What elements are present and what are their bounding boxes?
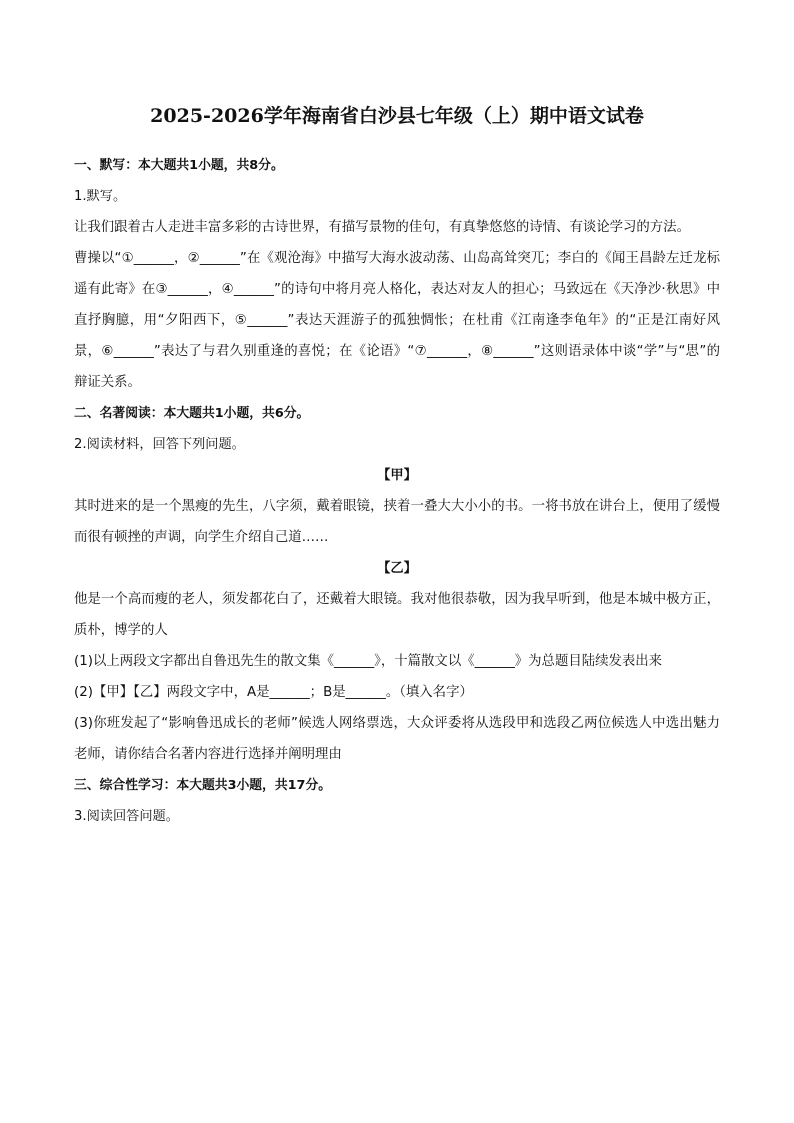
- passage-yi-text: 他是一个高而瘦的老人，须发都花白了，还戴着大眼镜。我对他很恭敬，因为我早听到，他是本城中极方正，质朴，博学的人: [74, 592, 720, 638]
- section-heading-1: 一、默写：本大题共1小题，共8分。: [74, 158, 284, 173]
- exam-title: 2025-2026学年海南省白沙县七年级（上）期中语文试卷: [150, 105, 644, 127]
- passage-yi-label: 【乙】: [377, 561, 417, 576]
- question-2-sub-1: (1)以上两段文字都出自鲁迅先生的散文集《______》，十篇散文以《______》为总题目陆续发表出来: [74, 654, 663, 669]
- question-2-number: 2.阅读材料，回答下列问题。: [74, 437, 245, 452]
- question-1-intro: 让我们跟着古人走进丰富多彩的古诗世界，有描写景物的佳句，有真挚悠悠的诗情、有谈论学习的方法。: [74, 220, 690, 235]
- section-heading-2: 二、名著阅读：本大题共1小题，共6分。: [74, 406, 310, 421]
- question-3-number: 3.阅读回答问题。: [74, 809, 179, 824]
- passage-jia-label: 【甲】: [377, 468, 417, 483]
- passage-jia-text: 其时进来的是一个黑瘦的先生，八字须，戴着眼镜，挟着一叠大大小小的书。一将书放在讲台上，便用了缓慢而很有顿挫的声调，向学生介绍自己道……: [74, 499, 720, 545]
- question-2-sub-2: (2)【甲】【乙】两段文字中，A是______；B是______。（填入名字）: [74, 685, 473, 700]
- question-1-number: 1.默写。: [74, 189, 127, 204]
- question-2-sub-3: (3)你班发起了“影响鲁迅成长的老师”候选人网络票选，大众评委将从选段甲和选段乙两位候选人中选出魅力老师，请你结合名著内容进行选择并阐明理由: [74, 716, 720, 762]
- section-heading-3: 三、综合性学习：本大题共3小题，共17分。: [74, 778, 332, 793]
- question-1-body: 曹操以“①______，②______”在《观沧海》中描写大海水波动荡、山岛高耸突兀；李白的《闻王昌龄左迁龙标遥有此寄》在③______，④______”的诗句中将月亮人格化，表达对友人的担心；马致远在《天净沙·秋思》中直抒胸臆，用“夕阳西下，⑤______”表达天涯游子的孤独惆怅；在杜甫《江南逢李龟年》的“正是江南好风景，⑥______”表达了与君久别重逢的喜悦；在《论语》“⑦______，⑧______”这则语录体中谈“学”与“思”的辩证关系。: [74, 251, 720, 390]
